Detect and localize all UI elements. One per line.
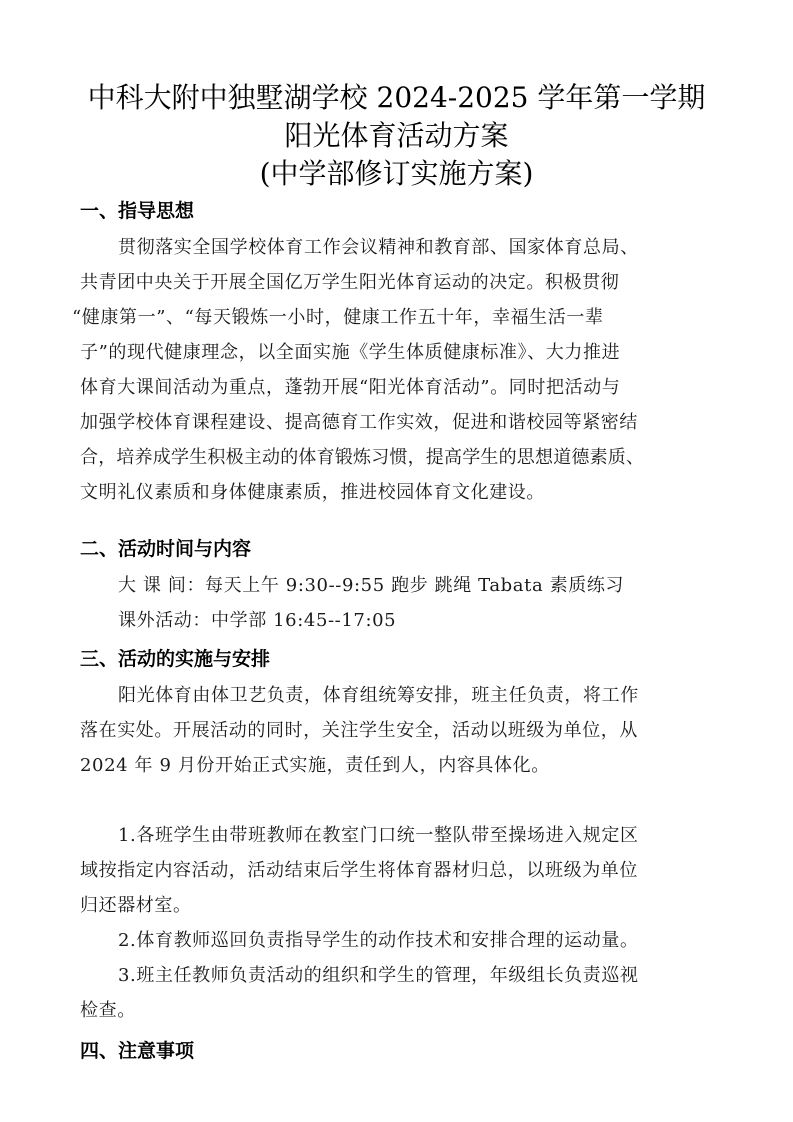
paragraph-line: 2024 年 9 月份开始正式实施，责任到人，内容具体化。	[80, 755, 550, 776]
schedule-line-after-school: 课外活动：中学部 16:45--17:05	[118, 610, 397, 631]
paragraph-line: 阳光体育由体卫艺负责，体育组统筹安排，班主任负责，将工作	[118, 685, 639, 706]
paragraph-line: 子”的现代健康理念，以全面实施《学生体质健康标准》、大力推进	[80, 342, 621, 363]
list-item-2: 2.体育教师巡回负责指导学生的动作技术和安排合理的运动量。	[118, 930, 639, 951]
section-heading-precautions: 四、注意事项	[80, 1040, 195, 1062]
list-item-1: 1.各班学生由带班教师在教室门口统一整队带至操场进入规定区	[118, 825, 639, 846]
paragraph-line: 域按指定内容活动，活动结束后学生将体育器材归总，以班级为单位	[80, 860, 638, 881]
paragraph-line: 落在实处。开展活动的同时，关注学生安全，活动以班级为单位，从	[80, 720, 638, 741]
paragraph-line: 体育大课间活动为重点，蓬勃开展“阳光体育活动”。同时把活动与	[80, 377, 621, 398]
section-heading-time-and-content: 二、活动时间与内容	[80, 538, 252, 560]
schedule-line-break-time: 大 课 间：每天上午 9:30--9:55 跑步 跳绳 Tabata 素质练习	[118, 575, 625, 596]
section-heading-implementation: 三、活动的实施与安排	[80, 648, 271, 670]
paragraph-line: 合，培养成学生积极主动的体育锻炼习惯，提高学生的思想道德素质、	[80, 447, 645, 468]
paragraph-line: 共青团中央关于开展全国亿万学生阳光体育运动的决定。积极贯彻	[80, 272, 620, 293]
paragraph-line: 加强学校体育课程建设、提高德育工作实效，促进和谐校园等紧密结	[80, 412, 638, 433]
list-item-3: 3.班主任教师负责活动的组织和学生的管理，年级组长负责巡视	[118, 965, 639, 986]
doc-title-line2: 阳光体育活动方案	[284, 119, 509, 152]
paragraph-line: 归还器材室。	[80, 895, 192, 916]
paragraph-line: 检查。	[80, 1000, 136, 1021]
paragraph-line: 文明礼仪素质和身体健康素质，推进校园体育文化建设。	[80, 482, 545, 503]
paragraph-line: 贯彻落实全国学校体育工作会议精神和教育部、国家体育总局、	[118, 237, 639, 258]
doc-title-line1: 中科大附中独墅湖学校 2024-2025 学年第一学期	[87, 81, 706, 114]
section-heading-guiding-ideology: 一、指导思想	[80, 200, 195, 222]
doc-title-line3: (中学部修订实施方案)	[259, 157, 534, 190]
paragraph-line: “健康第一”、“每天锻炼一小时，健康工作五十年，幸福生活一辈	[72, 307, 604, 328]
